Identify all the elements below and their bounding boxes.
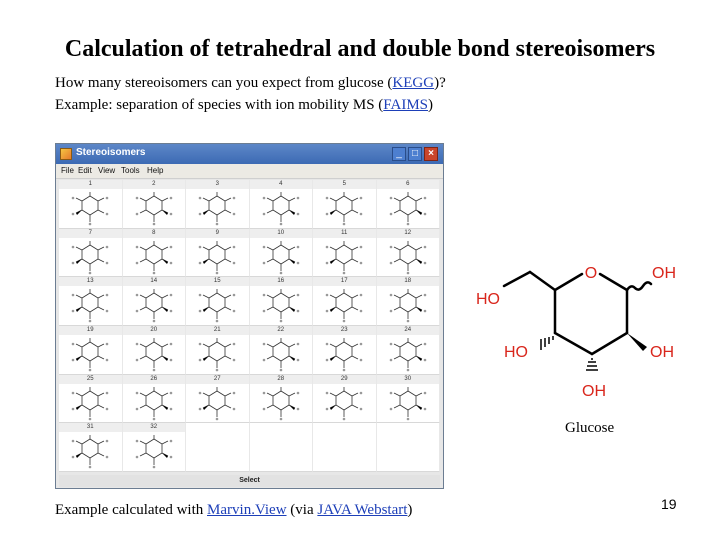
isomer-number: 24 bbox=[377, 326, 440, 335]
faims-link[interactable]: FAIMS bbox=[383, 97, 429, 113]
isomer-cell[interactable] bbox=[250, 375, 314, 424]
isomer-cell[interactable] bbox=[250, 277, 314, 326]
isomer-cell[interactable] bbox=[59, 180, 123, 229]
bottom-oh-label: OH bbox=[582, 383, 606, 400]
close-icon[interactable]: × bbox=[424, 147, 438, 161]
isomer-structure-icon bbox=[134, 385, 174, 421]
isomer-structure-icon bbox=[261, 287, 301, 323]
isomer-structure-icon bbox=[70, 433, 110, 469]
glucose-structure bbox=[460, 250, 690, 400]
menu-bar bbox=[56, 164, 443, 179]
isomer-number: 12 bbox=[377, 229, 440, 238]
isomer-cell[interactable] bbox=[59, 229, 123, 278]
isomer-cell bbox=[313, 423, 377, 472]
ring-oxygen-label: O bbox=[584, 265, 598, 282]
menu-file[interactable]: File bbox=[61, 166, 74, 175]
isomer-structure-icon bbox=[261, 336, 301, 372]
example-line bbox=[55, 97, 433, 114]
isomer-number: 27 bbox=[186, 375, 249, 384]
isomer-number: 19 bbox=[59, 326, 122, 335]
isomer-structure-icon bbox=[324, 287, 364, 323]
isomer-structure-icon bbox=[197, 287, 237, 323]
isomer-number: 14 bbox=[123, 277, 186, 286]
isomer-number: 6 bbox=[377, 180, 440, 189]
example-suffix: ) bbox=[428, 97, 434, 113]
isomer-cell[interactable] bbox=[250, 180, 314, 229]
isomer-number: 7 bbox=[59, 229, 122, 238]
isomer-cell[interactable] bbox=[59, 423, 123, 472]
isomer-cell[interactable] bbox=[186, 375, 250, 424]
ring-right-oh-label: OH bbox=[650, 344, 674, 361]
isomer-structure-icon bbox=[324, 336, 364, 372]
select-button[interactable]: Select bbox=[59, 475, 440, 487]
window-titlebar[interactable] bbox=[56, 144, 443, 164]
isomer-cell[interactable] bbox=[186, 277, 250, 326]
isomer-number: 30 bbox=[377, 375, 440, 384]
isomer-number: 8 bbox=[123, 229, 186, 238]
caption-suffix: ) bbox=[407, 502, 413, 518]
question-text: How many stereoisomers can you expect from glucose ( bbox=[55, 75, 393, 91]
isomer-structure-icon bbox=[324, 385, 364, 421]
isomer-cell[interactable] bbox=[186, 326, 250, 375]
isomer-number: 17 bbox=[313, 277, 376, 286]
isomer-number: 1 bbox=[59, 180, 122, 189]
ring-left-oh-label: HO bbox=[504, 344, 528, 361]
isomer-cell[interactable] bbox=[123, 277, 187, 326]
bottom-caption bbox=[55, 502, 412, 519]
minimize-icon[interactable]: _ bbox=[392, 147, 406, 161]
isomer-cell[interactable] bbox=[123, 326, 187, 375]
isomer-cell[interactable] bbox=[377, 326, 441, 375]
isomer-structure-icon bbox=[388, 239, 428, 275]
isomer-structure-icon bbox=[324, 190, 364, 226]
isomer-cell[interactable] bbox=[123, 180, 187, 229]
menu-view[interactable]: View bbox=[98, 166, 116, 175]
isomer-structure-icon bbox=[70, 239, 110, 275]
isomer-structure-icon bbox=[197, 239, 237, 275]
isomer-structure-icon bbox=[134, 190, 174, 226]
isomer-cell[interactable] bbox=[313, 229, 377, 278]
isomer-structure-icon bbox=[134, 239, 174, 275]
isomer-structure-icon bbox=[134, 287, 174, 323]
isomer-cell[interactable] bbox=[377, 229, 441, 278]
isomer-cell[interactable] bbox=[250, 229, 314, 278]
menu-tools[interactable]: Tools bbox=[121, 166, 140, 175]
isomer-structure-icon bbox=[261, 239, 301, 275]
isomer-structure-icon bbox=[388, 385, 428, 421]
isomer-cell[interactable] bbox=[377, 180, 441, 229]
example-text: Example: separation of species with ion mobility MS ( bbox=[55, 97, 384, 113]
caption-middle: (via bbox=[286, 502, 318, 518]
isomer-cell[interactable] bbox=[377, 375, 441, 424]
isomer-structure-icon bbox=[70, 385, 110, 421]
isomer-number: 11 bbox=[313, 229, 376, 238]
isomer-number: 18 bbox=[377, 277, 440, 286]
maximize-icon[interactable]: □ bbox=[408, 147, 422, 161]
isomer-number: 9 bbox=[186, 229, 249, 238]
isomer-number: 26 bbox=[123, 375, 186, 384]
isomer-structure-icon bbox=[70, 190, 110, 226]
anomeric-oh-label: OH bbox=[652, 265, 676, 282]
app-icon bbox=[60, 148, 72, 160]
isomer-structure-icon bbox=[134, 336, 174, 372]
isomer-structure-icon bbox=[388, 190, 428, 226]
menu-edit[interactable]: Edit bbox=[78, 166, 92, 175]
isomer-number: 2 bbox=[123, 180, 186, 189]
isomer-structure-icon bbox=[324, 239, 364, 275]
isomer-cell[interactable] bbox=[313, 180, 377, 229]
marvinview-link[interactable]: Marvin.View bbox=[207, 502, 287, 518]
isomer-number: 3 bbox=[186, 180, 249, 189]
isomer-structure-icon bbox=[388, 336, 428, 372]
isomer-structure-icon bbox=[70, 336, 110, 372]
ch2oh-label: HO bbox=[476, 291, 500, 308]
isomer-number: 23 bbox=[313, 326, 376, 335]
isomer-number: 25 bbox=[59, 375, 122, 384]
isomer-number: 28 bbox=[250, 375, 313, 384]
window-title: Stereoisomers bbox=[76, 147, 146, 158]
isomer-cell[interactable] bbox=[250, 326, 314, 375]
page-number: 19 bbox=[661, 496, 677, 512]
isomer-structure-icon bbox=[134, 433, 174, 469]
isomer-number: 32 bbox=[123, 423, 186, 432]
isomer-structure-icon bbox=[261, 190, 301, 226]
isomer-cell[interactable] bbox=[123, 375, 187, 424]
isomer-number: 31 bbox=[59, 423, 122, 432]
isomer-number: 20 bbox=[123, 326, 186, 335]
isomer-structure-icon bbox=[197, 385, 237, 421]
isomer-number: 21 bbox=[186, 326, 249, 335]
isomer-structure-icon bbox=[388, 287, 428, 323]
question-suffix: )? bbox=[434, 75, 446, 91]
isomer-number: 13 bbox=[59, 277, 122, 286]
isomer-number: 29 bbox=[313, 375, 376, 384]
isomer-cell[interactable] bbox=[313, 277, 377, 326]
isomer-cell[interactable] bbox=[186, 180, 250, 229]
isomer-cell[interactable] bbox=[313, 326, 377, 375]
isomer-structure-icon bbox=[70, 287, 110, 323]
isomer-structure-icon bbox=[197, 190, 237, 226]
isomer-grid bbox=[59, 180, 440, 472]
isomer-number: 15 bbox=[186, 277, 249, 286]
java-webstart-link[interactable]: JAVA Webstart bbox=[317, 502, 408, 518]
kegg-link[interactable]: KEGG bbox=[392, 75, 435, 91]
menu-help[interactable]: Help bbox=[147, 166, 164, 175]
slide-title: Calculation of tetrahedral and double bond stereoisomers bbox=[64, 36, 656, 62]
isomer-cell[interactable] bbox=[377, 277, 441, 326]
isomer-number: 16 bbox=[250, 277, 313, 286]
isomer-cell[interactable] bbox=[59, 326, 123, 375]
isomer-number: 10 bbox=[250, 229, 313, 238]
isomer-number: 4 bbox=[250, 180, 313, 189]
isomer-cell[interactable] bbox=[59, 277, 123, 326]
isomer-structure-icon bbox=[261, 385, 301, 421]
isomer-cell[interactable] bbox=[123, 423, 187, 472]
caption-prefix: Example calculated with bbox=[55, 502, 208, 518]
isomer-cell[interactable] bbox=[59, 375, 123, 424]
isomer-structure-icon bbox=[197, 336, 237, 372]
isomer-cell[interactable] bbox=[313, 375, 377, 424]
stereoisomers-window bbox=[55, 143, 444, 489]
isomer-cell bbox=[186, 423, 250, 472]
glucose-caption: Glucose bbox=[565, 420, 615, 436]
isomer-cell[interactable] bbox=[186, 229, 250, 278]
question-line bbox=[55, 75, 446, 92]
isomer-cell bbox=[377, 423, 441, 472]
isomer-number: 5 bbox=[313, 180, 376, 189]
isomer-number: 22 bbox=[250, 326, 313, 335]
isomer-cell[interactable] bbox=[123, 229, 187, 278]
isomer-cell bbox=[250, 423, 314, 472]
